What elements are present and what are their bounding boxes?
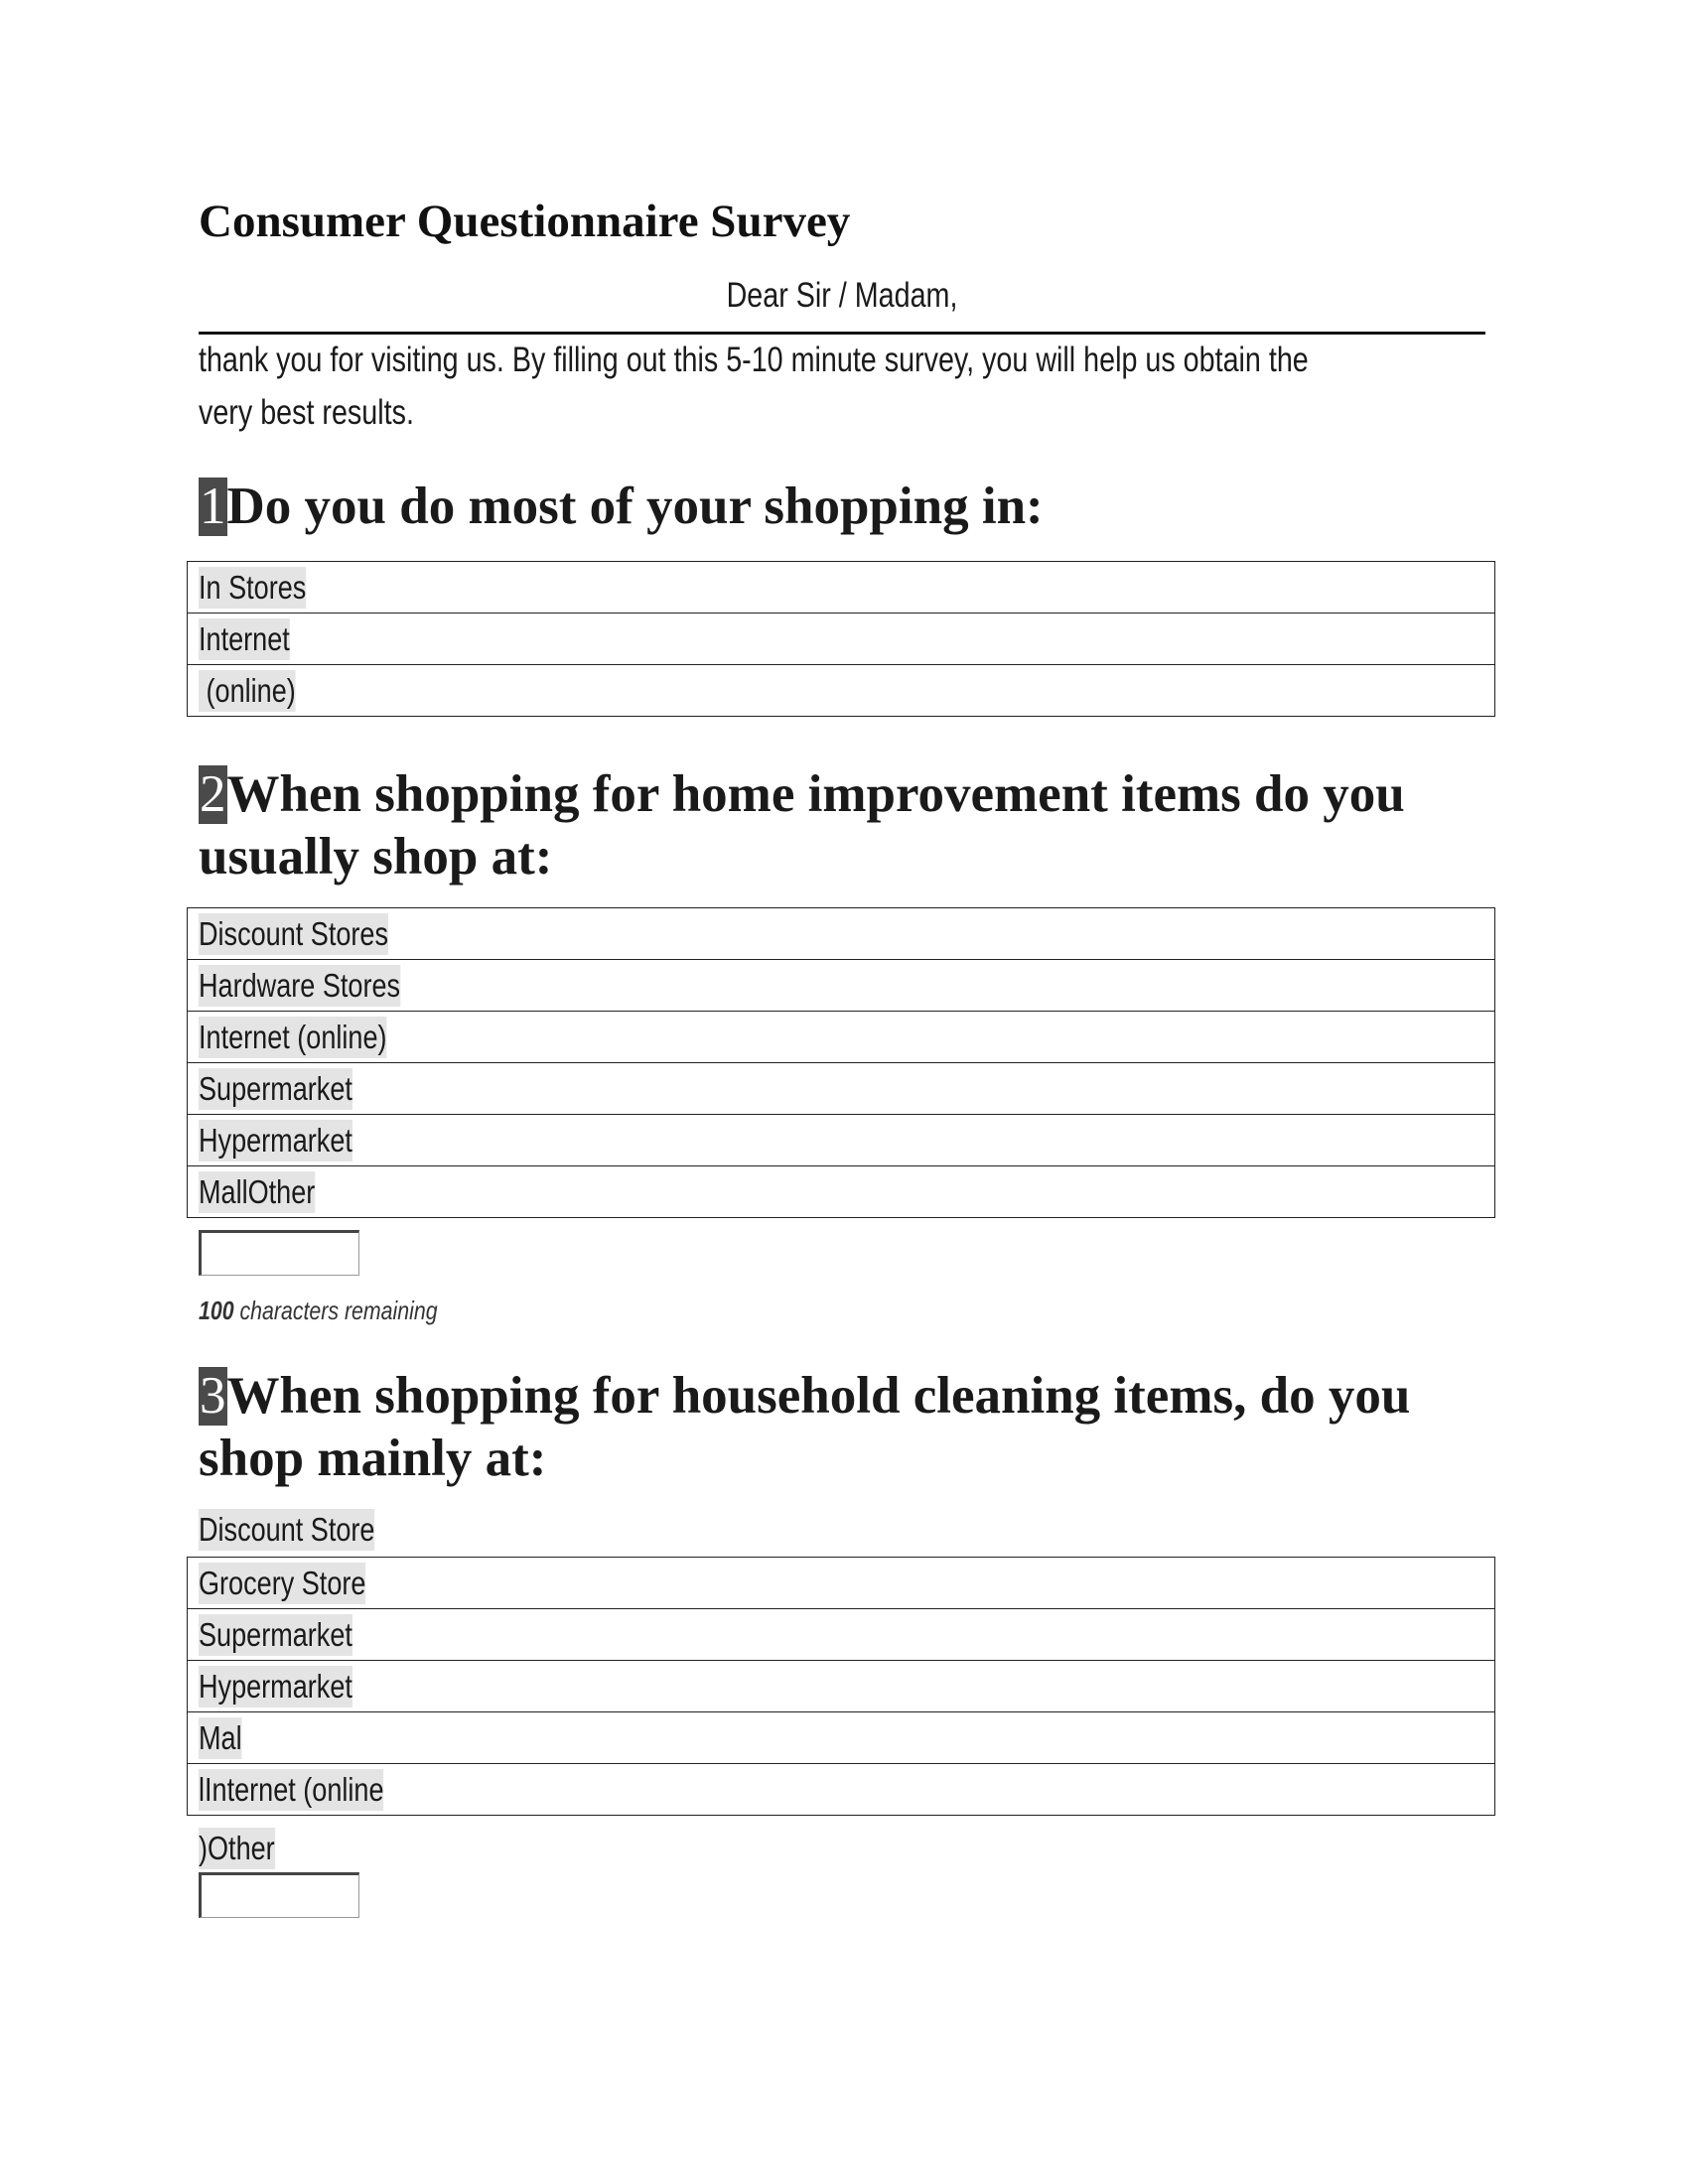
option-cell[interactable] [188, 665, 1495, 717]
intro-line-2: very best results. [199, 393, 414, 432]
question-2-heading [199, 763, 1499, 888]
question-3-options [187, 1557, 1495, 1816]
question-1-options [187, 561, 1495, 717]
option-cell[interactable] [188, 908, 1495, 960]
option-row[interactable] [188, 1063, 1495, 1115]
option-row[interactable] [188, 1712, 1495, 1764]
question-1-heading [199, 476, 1499, 538]
option-online: (online) [199, 670, 296, 712]
option-row[interactable] [188, 908, 1495, 960]
option-cell[interactable] [188, 1063, 1495, 1115]
option-row[interactable] [188, 1661, 1495, 1712]
option-other[interactable]: )Other [199, 1828, 275, 1869]
option-internet: Internet [199, 618, 290, 660]
characters-remaining [199, 1296, 438, 1326]
option-supermarket: Supermarket [199, 1068, 352, 1110]
intro-line-1: thank you for visiting us. By filling out this 5-10 minute survey, you will help us obtain the [199, 341, 1309, 379]
option-in-stores: In Stores [199, 567, 306, 609]
option-cell[interactable] [188, 1712, 1495, 1764]
option-row[interactable] [188, 1558, 1495, 1609]
characters-remaining-count: 100 [199, 1296, 234, 1325]
question-3-other-input[interactable] [199, 1872, 359, 1918]
question-3-heading [199, 1365, 1499, 1490]
option-cell[interactable] [188, 960, 1495, 1012]
option-supermarket: Supermarket [199, 1614, 352, 1656]
question-2-other-input[interactable] [199, 1230, 359, 1276]
option-row[interactable] [188, 562, 1495, 614]
option-cell[interactable] [188, 1764, 1495, 1816]
option-internet-online: lInternet (online [199, 1769, 384, 1811]
option-hardware-stores: Hardware Stores [199, 965, 400, 1007]
option-hypermarket: Hypermarket [199, 1666, 352, 1707]
option-discount-stores: Discount Stores [199, 913, 388, 955]
option-cell[interactable] [188, 1661, 1495, 1712]
greeting: Dear Sir / Madam, [726, 276, 958, 315]
option-row[interactable] [188, 1115, 1495, 1166]
option-grocery-store: Grocery Store [199, 1563, 365, 1604]
question-2-text: When shopping for home improvement items do you usually shop at: [199, 765, 1405, 886]
characters-remaining-label: characters remaining [233, 1296, 438, 1325]
option-row[interactable] [188, 665, 1495, 717]
option-mall-other: MallOther [199, 1171, 315, 1213]
page-title: Consumer Questionnaire Survey [199, 196, 851, 247]
option-cell[interactable] [188, 614, 1495, 665]
question-3-number: 3 [200, 1367, 226, 1425]
question-3-text: When shopping for household cleaning items, do you shop mainly at: [199, 1367, 1411, 1487]
option-internet-online: Internet (online) [199, 1017, 387, 1058]
option-cell[interactable] [188, 562, 1495, 614]
question-1-number: 1 [200, 478, 226, 535]
option-cell[interactable] [188, 1115, 1495, 1166]
option-row[interactable] [188, 1764, 1495, 1816]
question-2-options [187, 907, 1495, 1218]
option-cell[interactable] [188, 1166, 1495, 1218]
option-discount-store[interactable]: Discount Store [199, 1509, 374, 1551]
option-row[interactable] [188, 1166, 1495, 1218]
question-2-number: 2 [200, 765, 226, 823]
option-row[interactable] [188, 960, 1495, 1012]
option-mall: Mal [199, 1717, 242, 1759]
option-cell[interactable] [188, 1012, 1495, 1063]
option-hypermarket: Hypermarket [199, 1120, 352, 1161]
question-1-text: Do you do most of your shopping in: [226, 478, 1044, 535]
option-row[interactable] [188, 1012, 1495, 1063]
intro-text [199, 334, 1485, 439]
option-cell[interactable] [188, 1558, 1495, 1609]
option-row[interactable] [188, 1609, 1495, 1661]
option-row[interactable] [188, 614, 1495, 665]
option-cell[interactable] [188, 1609, 1495, 1661]
